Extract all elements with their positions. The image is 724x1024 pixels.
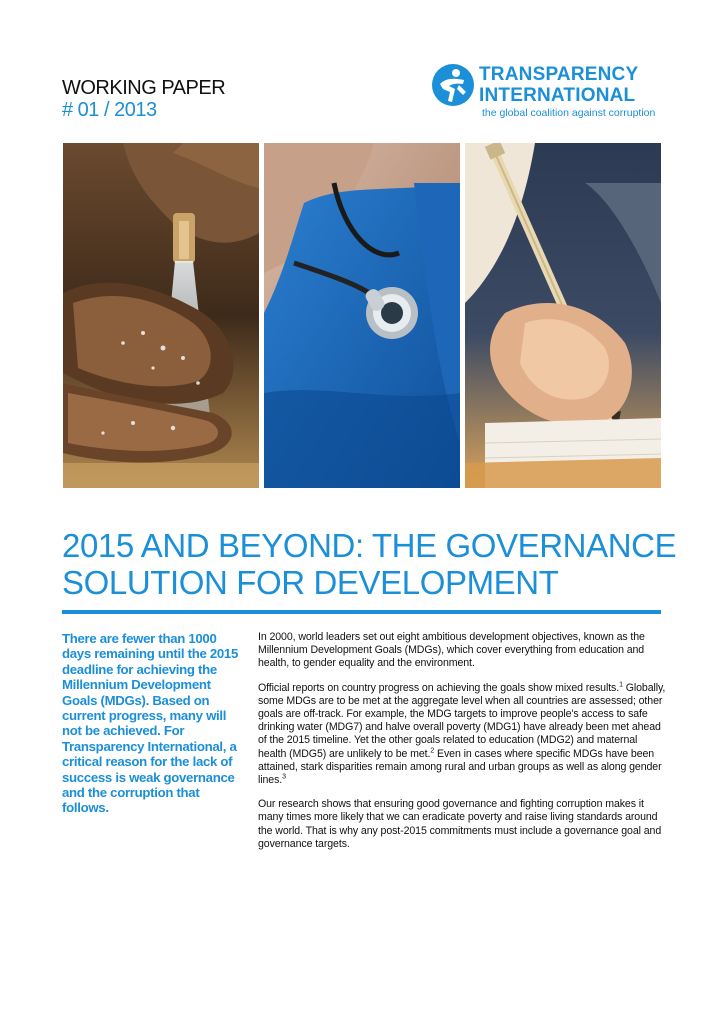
doctor-with-stethoscope-photo [264, 143, 460, 488]
title-line1: 2015 AND BEYOND: THE GOVERNANCE [62, 527, 677, 564]
body-text [258, 631, 666, 862]
working-paper-label [62, 77, 225, 121]
transparency-international-logo [430, 62, 666, 122]
logo-name-line2: INTERNATIONAL [479, 85, 636, 106]
paragraph-2-part-b: Globally, some MDGs are to be met at the aggregate level when all countries are assessed; other goals are off-track. For example, the MDG targets to improve people's access to safe drinking water (MDG7) and halve overall poverty (MDG1) have already been met ahead of the 2015 timeline. Yet the other goals related to education (MDG2) and maternal health (MDG5) are unlikely to be met. [258, 681, 666, 760]
logo-name-line1: TRANSPARENCY [479, 64, 639, 85]
body-paragraph-2 [258, 682, 666, 788]
title-line2: SOLUTION FOR DEVELOPMENT [62, 564, 559, 601]
hands-under-water-tap-photo [63, 143, 259, 488]
footnote-ref-3[interactable]: 3 [282, 773, 286, 781]
logo-tagline: the global coalition against corruption [482, 107, 656, 119]
body-paragraph-3: Our research shows that ensuring good governance and fighting corruption makes it many times more likely that we can eradicate poverty and raise living standards around the world. That is why any post-2015 commitments must include a governance goal and governance targets. [258, 798, 662, 850]
footnote-ref-2[interactable]: 2 [430, 747, 435, 755]
working-paper-number: # 01 / 2013 [62, 99, 157, 121]
paragraph-2-part-a: Official reports on country progress on achieving the goals show mixed results. [258, 681, 620, 694]
paragraph-2-part-c: Even in cases where specific MDGs have been attained, stark disparities remain among rural and urban groups as well as along gender lines. [258, 747, 662, 787]
footnote-ref-1[interactable]: 1 [619, 681, 623, 689]
title-divider [62, 610, 661, 614]
intro-summary: There are fewer than 1000 days remaining until the 2015 deadline for achieving the Millennium Development Goals (MDGs). Based on current progress, many will not be achieved. For Transparency International, a critical reason for the lack of success is weak governance and the corruption that follows. [62, 631, 238, 816]
hand-writing-with-pencil-photo [465, 143, 661, 488]
document-title [62, 527, 702, 601]
working-paper-title: WORKING PAPER [62, 77, 226, 99]
body-paragraph-1: In 2000, world leaders set out eight ambitious development objectives, known as the Millennium Development Goals (MDGs), which cover everything from education and health, to gender equality and the environment. [258, 631, 645, 670]
ti-figure-in-circle-icon [430, 62, 476, 108]
